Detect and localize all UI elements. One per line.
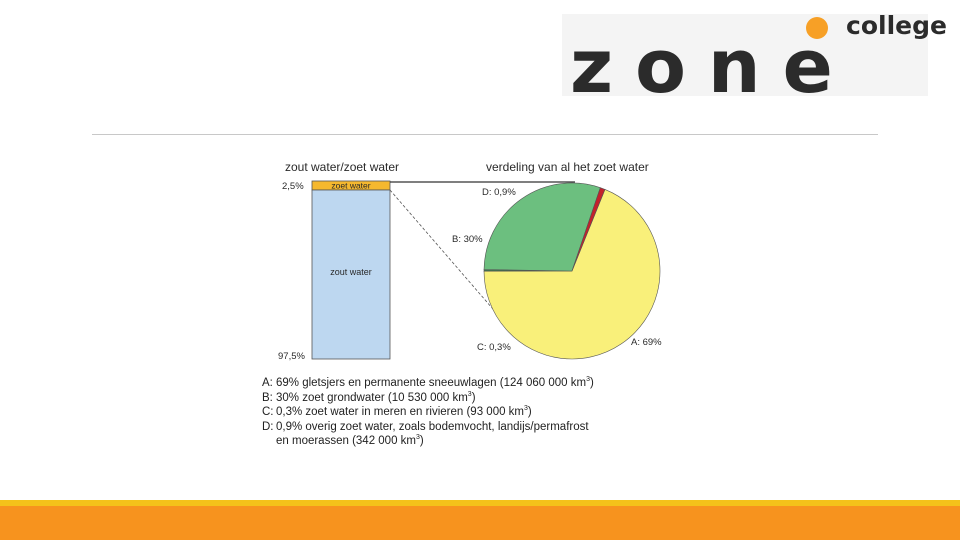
pie-chart-title: verdeling van al het zoet water	[486, 160, 649, 174]
pie-label-c: C: 0,3%	[477, 342, 511, 353]
legend-description: 69% gletsjers en permanente sneeuwlagen (124 060 000 $km^3$)	[276, 376, 594, 389]
bar-bottom-value-label: 97,5%	[278, 351, 305, 362]
bar-top-value-label: 2,5%	[282, 181, 304, 192]
legend-key: A:	[262, 377, 273, 389]
logo-college-text: college	[846, 11, 947, 40]
legend-description: 0,9% overig zoet water, zoals bodemvocht, landijs/permafrost	[276, 420, 589, 433]
bar-segment-zout-label: zout water	[330, 267, 372, 277]
legend-key: B:	[262, 391, 273, 404]
legend-item	[262, 405, 594, 420]
pie-chart	[484, 183, 660, 359]
legend-description: 0,3% zoet water in meren en rivieren (93 000 $km^3$)	[276, 405, 532, 419]
pie-label-a: A: 69%	[631, 337, 662, 348]
legend-item	[262, 420, 594, 435]
bar-segment-zoet-label: zoet water	[331, 180, 371, 191]
chart-legend	[262, 376, 594, 449]
legend-key: C:	[262, 406, 274, 419]
legend-continuation: en moerassen (342 000 $km^3$)	[276, 434, 424, 448]
legend-item	[262, 376, 594, 391]
legend-key: D:	[262, 420, 274, 433]
logo-zone-text: zone	[570, 24, 855, 110]
footer-bar-orange	[0, 506, 960, 540]
pie-label-b: B: 30%	[452, 234, 483, 245]
legend-item	[262, 391, 594, 406]
bar-chart-title: zout water/zoet water	[285, 160, 400, 174]
pie-label-d: D: 0,9%	[482, 187, 516, 198]
legend-description: 30% zoet grondwater (10 530 000 $km^3$)	[276, 390, 476, 404]
